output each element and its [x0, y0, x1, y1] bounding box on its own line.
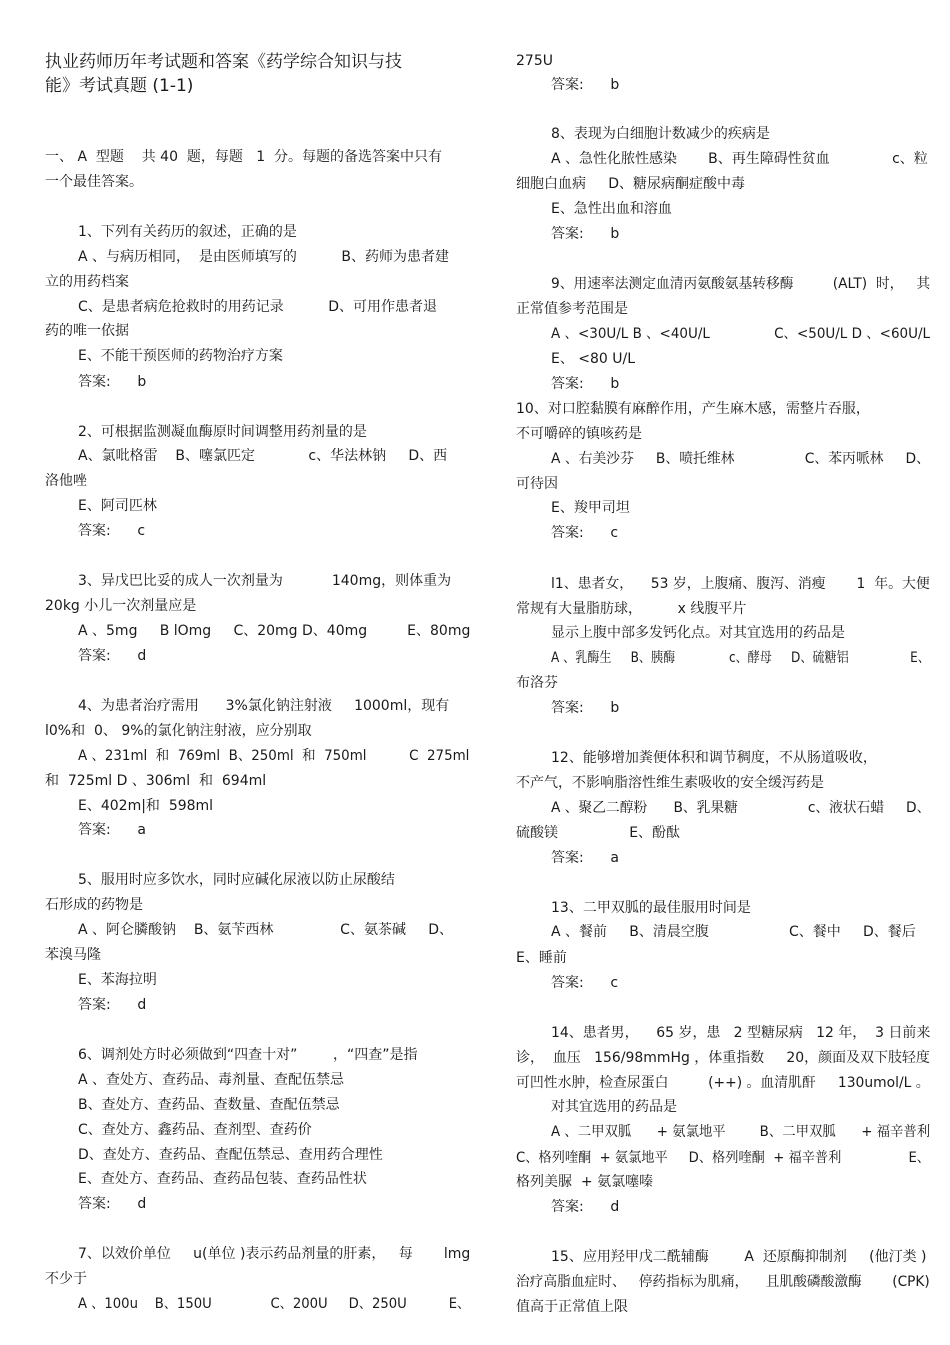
q14-options-cont: C、格列喹酮 + 氨氯地平 D、格列喹酮 + 福辛普利 E、	[516, 1150, 931, 1166]
document-title: 执业药师历年考试题和答案《药学综合知识与技	[45, 52, 402, 72]
question-2: 2、可根据监测凝血酶原时间调整用药剂量的是	[78, 424, 367, 440]
question-12-cont: 不产气，不影响脂溶性维生素吸收的安全缓泻药是	[516, 775, 824, 791]
q11-answer: 答案: b	[551, 700, 620, 716]
question-5-cont: 石形成的药物是	[45, 897, 143, 913]
q1-option-e: E、不能干预医师的药物治疗方案	[78, 348, 283, 364]
q4-options: A 、231ml 和 769ml B、250ml 和 750ml C 275ml	[78, 748, 470, 764]
q8-options-cont: 细胞白血病 D、糖尿病酮症酸中毒	[516, 176, 746, 192]
q5-options: A 、阿仑膦酸钠 B、氨苄西林 C、氨茶碱 D、	[78, 922, 453, 938]
question-15-cont: 值高于正常值上限	[516, 1299, 628, 1315]
question-4: 4、为患者治疗需用 3%氯化钠注射液 1000ml，现有	[78, 698, 450, 714]
document-title-cont: 能》考试真题 (1-1)	[45, 76, 194, 96]
q9-answer: 答案: b	[551, 376, 620, 392]
q2-option-e: E、阿司匹林	[78, 498, 157, 514]
q6-option-b: B、查处方、查药品、查数量、查配伍禁忌	[78, 1097, 340, 1113]
q8-options: A 、急性化脓性感染 B、再生障碍性贫血 c、粒	[551, 151, 928, 167]
question-3: 3、异戊巴比妥的成人一次剂量为 140mg，则体重为	[78, 573, 452, 589]
question-8: 8、表现为白细胞计数减少的疾病是	[551, 126, 770, 142]
section-heading-cont: 一个最佳答案。	[45, 174, 143, 190]
q13-options-cont: E、睡前	[516, 950, 567, 966]
q6-option-c: C、查处方、鑫药品、查剂型、查药价	[78, 1122, 312, 1138]
q1-options: C、是患者病危抢救时的用药记录 D、可用作患者退	[78, 299, 438, 315]
question-14-cont: 对其宜选用的药品是	[551, 1099, 677, 1115]
question-1: 1、下列有关药历的叙述，正确的是	[78, 224, 297, 240]
q6-option-e: E、查处方、查药品、查药品包装、查药品性状	[78, 1171, 367, 1187]
q1-options: A 、与病历相同， 是由医师填写的 B、药师为患者建	[78, 249, 450, 265]
question-9: 9、用速率法测定血清丙氨酸氨基转移酶 (ALT) 时， 其	[551, 276, 931, 292]
question-11-cont: 常规有大量脂肪球， x 线腹平片	[516, 601, 747, 617]
q14-options: A 、二甲双胍 + 氨氯地平 B、二甲双胍 + 福辛普利	[551, 1124, 931, 1140]
question-3-cont: 20kg 小儿一次剂量应是	[45, 598, 197, 614]
q13-answer: 答案: c	[551, 975, 619, 991]
question-14-cont: 诊， 血压 156/98mmHg ，体重指数 20，颜面及双下肢轻度	[516, 1050, 930, 1066]
q1-options-cont: 立的用药档案	[45, 274, 129, 290]
q6-option-a: A 、查处方、查药品、毒剂量、查配伍禁忌	[78, 1072, 345, 1088]
q2-options-cont: 洛他唑	[45, 473, 87, 489]
question-7: 7、以效价单位 u(单位 )表示药品剂量的肝素， 每 lmg	[78, 1246, 471, 1262]
q6-option-d: D、查处方、查药品、查配伍禁忌、查用药合理性	[78, 1147, 383, 1163]
q14-answer: 答案: d	[551, 1199, 620, 1215]
q3-options: A 、5mg B lOmg C、20mg D、40mg E、80mg	[78, 623, 471, 639]
section-heading: 一、 A 型题 共 40 题，每题 1 分。每题的备选答案中只有	[45, 149, 443, 165]
question-6: 6、调剂处方时必须做到“四查十对” ，“四查”是指	[78, 1047, 418, 1063]
q11-options: A 、乳酶生 B、胰酶 c、酵母 D、硫糖铝 E、	[551, 650, 930, 666]
question-15-cont: 治疗高脂血症时、 停药指标为肌痛， 且肌酸磷酸激酶 (CPK)	[516, 1274, 930, 1290]
q2-options: A、氯吡格雷 B、噻氯匹定 c、华法林钠 D、西	[78, 448, 448, 464]
question-12: 12、能够增加粪便体积和调节稠度，不从肠道吸收，	[551, 750, 877, 766]
question-14-cont: 可凹性水肿，检查尿蛋白 (++) 。血清肌酐 130umol/L 。	[516, 1075, 930, 1091]
q5-answer: 答案: d	[78, 997, 147, 1013]
question-5: 5、服用时应多饮水，同时应碱化尿液以防止尿酸结	[78, 872, 395, 888]
q9-options: A 、<30U/L B 、<40U/L C、<50U/L D 、<60U/L	[551, 326, 931, 342]
q4-option-e: E、402m|和 598ml	[78, 798, 214, 814]
q13-options: A 、餐前 B、清晨空腹 C、餐中 D、餐后	[551, 924, 916, 940]
q7-options: A 、100u B、150U C、200U D、250U E、	[78, 1296, 471, 1312]
question-4-cont: l0%和 0、 9%的氯化钠注射液，应分别取	[45, 723, 312, 739]
q9-option-e: E、 <80 U/L	[551, 351, 636, 367]
question-11-cont: 显示上腹中部多发钙化点。对其宜选用的药品是	[551, 625, 845, 641]
q14-options-cont: 格列美脲 + 氨氯噻嗪	[516, 1174, 654, 1190]
q12-options-cont: 硫酸镁 E、酚酞	[516, 825, 681, 841]
q4-options-cont: 和 725ml D 、306ml 和 694ml	[45, 773, 267, 789]
question-13: 13、二甲双胍的最佳服用时间是	[551, 900, 751, 916]
q11-options-cont: 布洛芬	[516, 675, 558, 691]
q12-answer: 答案: a	[551, 850, 619, 866]
question-7-cont: 不少于	[45, 1271, 87, 1287]
q6-answer: 答案: d	[78, 1196, 147, 1212]
q8-option-e: E、急性出血和溶血	[551, 201, 672, 217]
q1-options-cont: 药的唯一依据	[45, 323, 129, 339]
q10-option-e: E、羧甲司坦	[551, 500, 630, 516]
question-11: l1、患者女， 53 岁，上腹痛、腹泻、消瘦 1 年。大便	[551, 576, 930, 592]
question-15: 15、应用羟甲戊二酰辅酶 A 还原酶抑制剂 (他汀类 )	[551, 1249, 927, 1265]
q10-answer: 答案: c	[551, 525, 619, 541]
q5-option-e: E、苯海拉明	[78, 972, 157, 988]
q5-options-cont: 苯溴马隆	[45, 947, 101, 963]
q7-options-cont: 275U	[516, 53, 553, 69]
q4-answer: 答案: a	[78, 822, 146, 838]
q3-answer: 答案: d	[78, 648, 147, 664]
question-10-cont: 不可嚼碎的镇咳药是	[516, 426, 642, 442]
q12-options: A 、聚乙二醇粉 B、乳果糖 c、液状石蜡 D、	[551, 800, 931, 816]
q1-answer: 答案: b	[78, 374, 147, 390]
question-9-cont: 正常值参考范围是	[516, 301, 628, 317]
q10-options: A 、右美沙芬 B、喷托维林 C、苯丙哌林 D、	[551, 451, 930, 467]
q2-answer: 答案: c	[78, 523, 146, 539]
question-10: 10、对口腔黏膜有麻醉作用，产生麻木感，需整片吞服，	[516, 401, 870, 417]
q7-answer: 答案: b	[551, 77, 620, 93]
q10-options-cont: 可待因	[516, 476, 558, 492]
q8-answer: 答案: b	[551, 226, 620, 242]
question-14: 14、患者男， 65 岁，患 2 型糖尿病 12 年， 3 日前来	[551, 1025, 931, 1041]
